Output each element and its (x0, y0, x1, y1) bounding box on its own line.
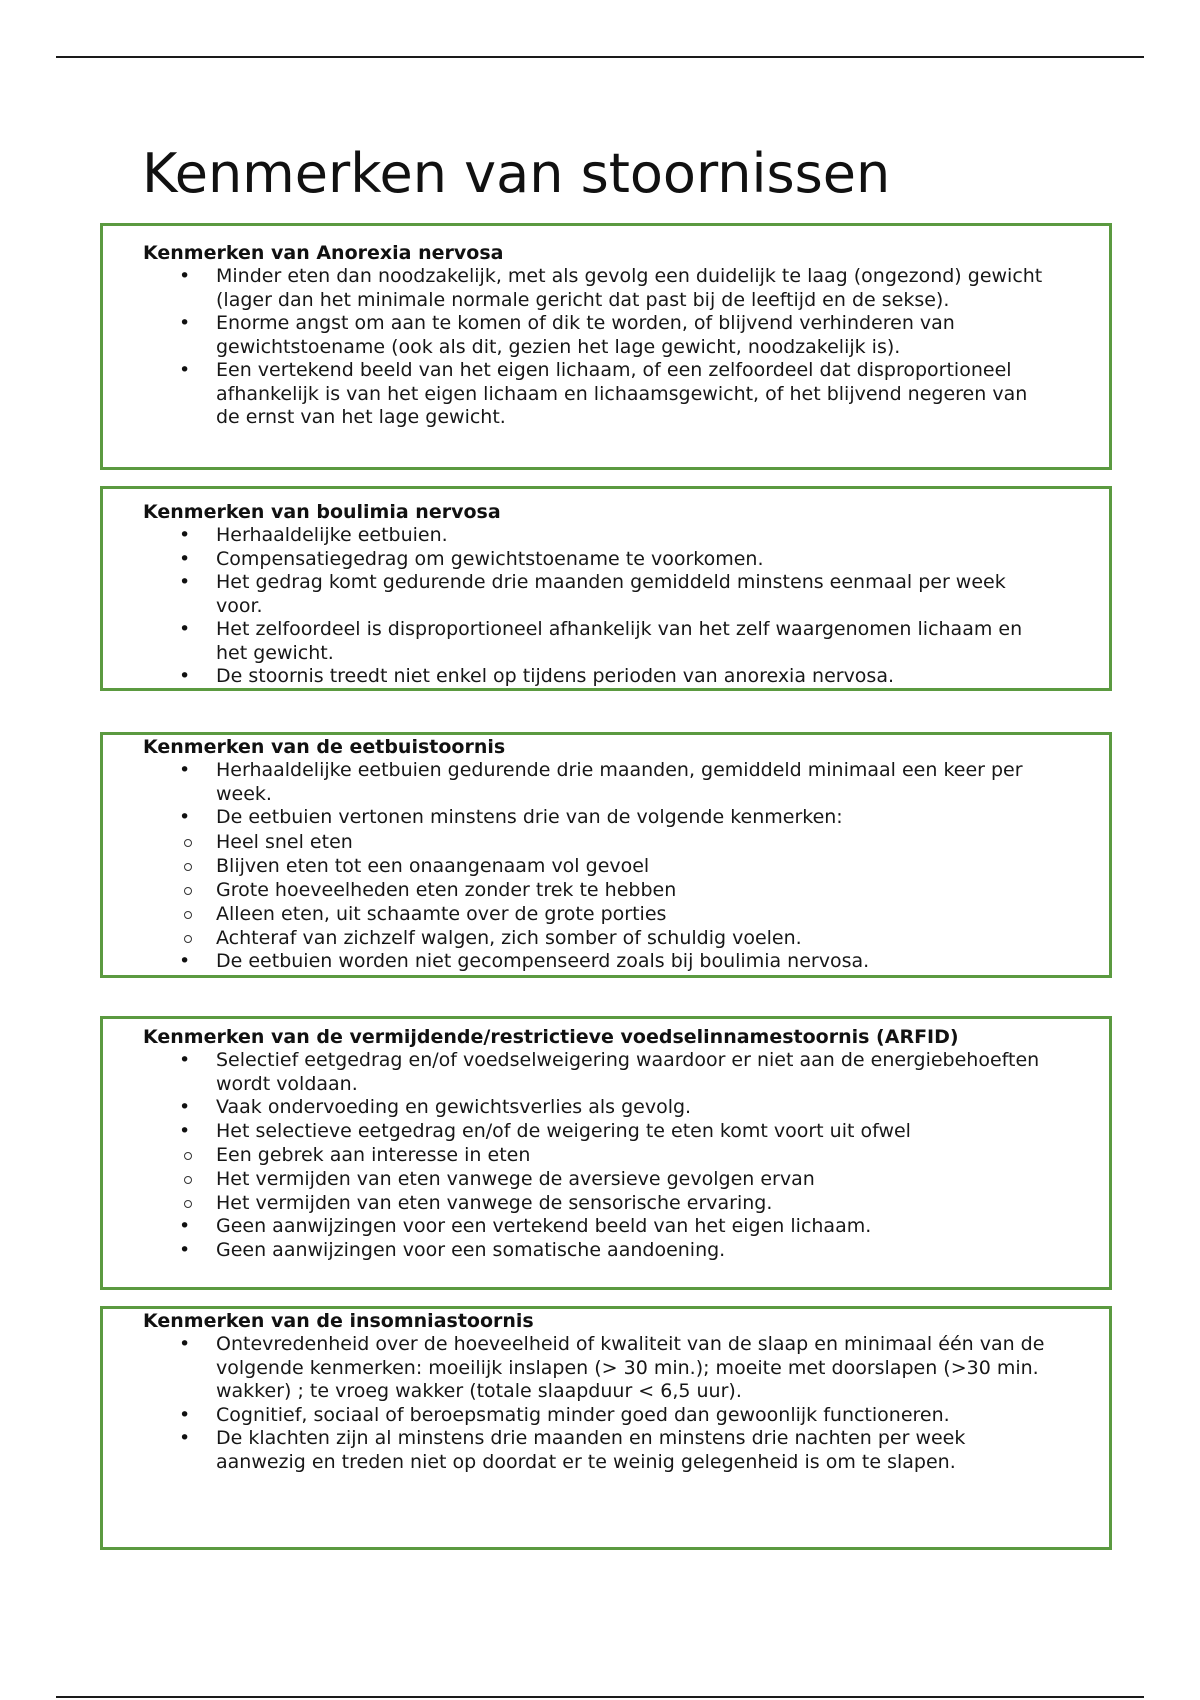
bullet-icon: • (179, 1238, 191, 1261)
list-item (143, 1427, 1057, 1474)
bullet-icon: • (179, 1119, 191, 1142)
list-item (143, 312, 1057, 359)
footer-rule (56, 1696, 1144, 1698)
list-item (143, 1239, 1057, 1263)
bullet-icon: • (179, 524, 191, 546)
bullet-icon: • (179, 571, 191, 593)
bullet-icon: • (179, 1215, 191, 1237)
sub-list-item (143, 830, 1057, 854)
sub-list (143, 830, 1057, 950)
sub-list-item-text: Alleen eten, uit schaamte over de grote porties (216, 902, 667, 925)
bullet-icon: • (179, 618, 191, 640)
list-item (143, 665, 1057, 689)
list-item-text: Het gedrag komt gedurende drie maanden gemiddeld minstens eenmaal per week voor. (216, 571, 1006, 617)
list-item-text: De eetbuien vertonen minstens drie van de volgende kenmerken: (216, 806, 843, 828)
section-boulimia (100, 486, 1112, 691)
list-item-text: Minder eten dan noodzakelijk, met als gevolg een duidelijk te laag (ongezond) gewicht (lager dan het minimale normale gericht dat past bij de leeftijd en de sekse). (216, 265, 1043, 311)
sub-list-item (143, 926, 1057, 950)
list-item-text: De stoornis treedt niet enkel op tijdens perioden van anorexia nervosa. (216, 665, 895, 687)
sub-list-item-text: Het vermijden van eten vanwege de aversieve gevolgen ervan (216, 1168, 815, 1190)
list-item-text: De klachten zijn al minstens drie maanden en minstens drie nachten per week aanwezig en treden niet op doordat er te weinig gelegenheid is om te slapen. (216, 1427, 966, 1473)
circle-bullet-icon (184, 1200, 192, 1208)
bullet-list (143, 1215, 1057, 1262)
section-arfid (100, 1016, 1112, 1290)
section-heading: Kenmerken van de insomniastoornis (143, 1310, 534, 1332)
bullet-icon: • (179, 265, 191, 287)
sub-list-item-text: Een gebrek aan interesse in eten (216, 1144, 531, 1166)
circle-bullet-icon (184, 887, 192, 895)
circle-bullet-icon (184, 935, 192, 943)
bullet-list (143, 1333, 1057, 1474)
circle-bullet-icon (184, 1152, 192, 1160)
list-item-text: Vaak ondervoeding en gewichtsverlies als gevolg. (216, 1096, 692, 1118)
list-item-text: Het selectieve eetgedrag en/of de weigering te eten komt voort uit ofwel (216, 1119, 911, 1142)
sub-list-item (143, 1167, 1057, 1191)
page-title: Kenmerken van stoornissen (142, 142, 891, 205)
list-item (143, 1333, 1057, 1404)
bullet-icon: • (179, 1096, 191, 1118)
list-item-text: Herhaaldelijke eetbuien gedurende drie maanden, gemiddeld minimaal een keer per week. (216, 759, 1023, 805)
bullet-list (143, 950, 1057, 974)
list-item (143, 1215, 1057, 1239)
list-item-text: Cognitief, sociaal of beroepsmatig minder goed dan gewoonlijk functioneren. (216, 1403, 950, 1426)
list-item-text: Herhaaldelijke eetbuien. (216, 524, 448, 546)
sub-list-item (143, 902, 1057, 926)
list-item (143, 359, 1057, 430)
list-item (143, 1120, 1057, 1144)
list-item-text: Geen aanwijzingen voor een vertekend beeld van het eigen lichaam. (216, 1215, 872, 1237)
bullet-icon: • (179, 1427, 191, 1449)
section-insomnia (100, 1306, 1112, 1550)
list-item (143, 950, 1057, 974)
bullet-icon: • (179, 665, 191, 687)
bullet-list (143, 1049, 1057, 1143)
section-heading: Kenmerken van boulimia nervosa (143, 501, 501, 523)
circle-bullet-icon (184, 1176, 192, 1184)
list-item (143, 618, 1057, 665)
list-item (143, 548, 1057, 572)
sub-list-item-text: Blijven eten tot een onaangenaam vol gevoel (216, 854, 650, 877)
list-item (143, 524, 1057, 548)
bullet-icon: • (179, 806, 191, 828)
bullet-icon: • (179, 759, 191, 781)
bullet-icon: • (179, 312, 191, 334)
list-item (143, 759, 1057, 806)
header-rule (56, 56, 1144, 58)
list-item-text: Selectief eetgedrag en/of voedselweigering waardoor er niet aan de energiebehoeften wordt voldaan. (216, 1049, 1040, 1095)
sub-list-item-text: Heel snel eten (216, 830, 353, 853)
bullet-icon: • (179, 359, 191, 381)
sub-list (143, 1143, 1057, 1215)
sub-list-item (143, 1191, 1057, 1215)
bullet-icon: • (179, 547, 191, 570)
section-anorexia (100, 223, 1112, 470)
circle-bullet-icon (184, 863, 192, 871)
list-item (143, 806, 1057, 830)
list-item (143, 571, 1057, 618)
list-item-text: Het zelfoordeel is disproportioneel afhankelijk van het zelf waargenomen lichaam en het gewicht. (216, 618, 1023, 664)
sub-list-item (143, 854, 1057, 878)
bullet-list (143, 524, 1057, 689)
bullet-icon: • (179, 1403, 191, 1426)
sub-list-item (143, 878, 1057, 902)
list-item-text: Geen aanwijzingen voor een somatische aandoening. (216, 1238, 726, 1261)
section-heading: Kenmerken van de eetbuistoornis (143, 736, 506, 758)
bullet-icon: • (179, 949, 191, 972)
section-heading: Kenmerken van Anorexia nervosa (143, 242, 504, 264)
sub-list-item-text: Achteraf van zichzelf walgen, zich somber of schuldig voelen. (216, 926, 802, 949)
list-item-text: Enorme angst om aan te komen of dik te worden, of blijvend verhinderen van gewichtstoename (ook als dit, gezien het lage gewicht, noodzakelijk is). (216, 312, 955, 358)
sub-list-item-text: Grote hoeveelheden eten zonder trek te hebben (216, 878, 677, 901)
circle-bullet-icon (184, 911, 192, 919)
list-item-text: De eetbuien worden niet gecompenseerd zoals bij boulimia nervosa. (216, 949, 870, 972)
list-item (143, 1049, 1057, 1096)
list-item (143, 1404, 1057, 1428)
list-item-text: Ontevredenheid over de hoeveelheid of kwaliteit van de slaap en minimaal één van de volgende kenmerken: moeilijk inslapen (> 30 min.); moeite met doorslapen (>30 min. wakker) ; te vroeg wakker (totale slaapduur < 6,5 uur). (216, 1333, 1045, 1402)
sub-list-item (143, 1143, 1057, 1167)
section-heading: Kenmerken van de vermijdende/restrictieve voedselinnamestoornis (ARFID) (143, 1026, 959, 1048)
list-item (143, 265, 1057, 312)
bullet-icon: • (179, 1333, 191, 1355)
sub-list-item-text: Het vermijden van eten vanwege de sensorische ervaring. (216, 1192, 773, 1214)
list-item-text: Compensatiegedrag om gewichtstoename te voorkomen. (216, 547, 764, 570)
circle-bullet-icon (184, 839, 192, 847)
section-eetbuistoornis (100, 732, 1112, 978)
bullet-icon: • (179, 1049, 191, 1071)
list-item (143, 1096, 1057, 1120)
list-item-text: Een vertekend beeld van het eigen lichaam, of een zelfoordeel dat disproportioneel afhankelijk is van het eigen lichaam en lichaamsgewicht, of het blijvend negeren van de ernst van het lage gewicht. (216, 359, 1028, 428)
bullet-list (143, 265, 1057, 430)
bullet-list (143, 759, 1057, 830)
